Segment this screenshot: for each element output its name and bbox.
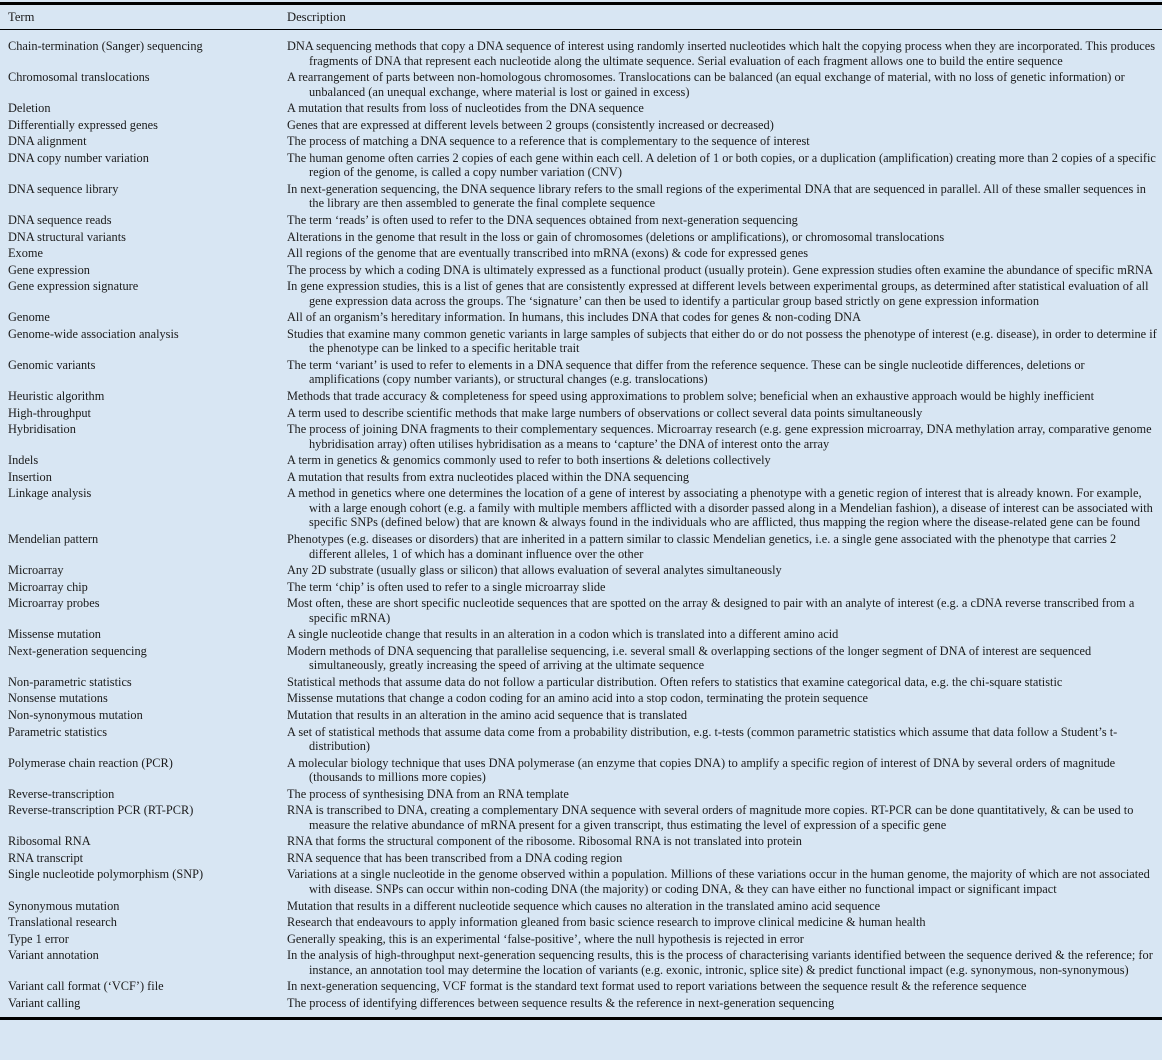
term-cell: Synonymous mutation	[8, 898, 120, 913]
table-row	[0, 978, 1162, 995]
table-row	[0, 229, 1162, 246]
description-cell: Methods that trade accuracy & completeness for speed using approximations to problem solve; beneficial when an exhaustive approach would be highly inefficient	[287, 389, 1095, 404]
term-cell: Non-synonymous mutation	[8, 707, 143, 722]
table-row	[0, 562, 1162, 579]
term-cell: Chromosomal translocations	[8, 70, 150, 85]
description-cell: The process of matching a DNA sequence to a reference that is complementary to the sequence of interest	[287, 134, 810, 149]
description-cell: Modern methods of DNA sequencing that parallelise sequencing, i.e. several small & overlapping sections of the longer segment of DNA of interest are sequenced simultaneously, greatly increasing the speed of arriving at the ultimate sequence	[287, 643, 1092, 673]
table-row	[0, 690, 1162, 707]
term-cell: Non-parametric statistics	[8, 674, 132, 689]
table-row	[0, 786, 1162, 803]
description-cell: The process by which a coding DNA is ultimately expressed as a functional product (usually protein). Gene expression studies often examine the abundance of specific mRNA	[287, 262, 1153, 277]
description-cell: Mutation that results in a different nucleotide sequence which causes no alteration in the translated amino acid sequence	[287, 898, 881, 913]
description-cell: The process of synthesising DNA from an RNA template	[287, 786, 569, 801]
term-cell: DNA alignment	[8, 134, 87, 149]
description-cell: A molecular biology technique that uses DNA polymerase (an enzyme that copies DNA) to amplify a specific region of interest of DNA by several orders of magnitude (thousands to millions more copies)	[287, 755, 1116, 785]
term-cell: DNA structural variants	[8, 229, 126, 244]
description-cell: RNA is transcribed to DNA, creating a complementary DNA sequence with several orders of magnitude more copies. RT-PCR can be done quantitatively, & can be used to measure the relative abundance of mRNA present for a given transcript, thus estimating the level of expression of a specific gene	[287, 803, 1134, 832]
description-cell: The process of joining DNA fragments to their complementary sequences. Microarray research (e.g. gene expression microarray, DNA methylation array, comparative genome hybridisation array) often utilises hybridisation as a means to ‘capture’ the DNA of interest onto the array	[287, 422, 1152, 451]
description-cell: All regions of the genome that are eventually transcribed into mRNA (exons) & code for expressed genes	[287, 246, 809, 261]
table-row	[0, 309, 1162, 326]
table-row	[0, 626, 1162, 643]
term-cell: Deletion	[8, 101, 51, 116]
description-cell: The term ‘variant’ is used to refer to elements in a DNA sequence that differ from the reference sequence. These can be single nucleotide differences, deletions or amplifications (copy number variants), or structural changes (e.g. translocations)	[287, 357, 1085, 387]
term-cell: High-throughput	[8, 405, 91, 420]
table-row	[0, 802, 1162, 833]
term-cell: DNA copy number variation	[8, 150, 149, 165]
description-cell: A term in genetics & genomics commonly used to refer to both insertions & deletions collectively	[287, 453, 771, 468]
term-cell: Next-generation sequencing	[8, 643, 147, 658]
table-row	[0, 181, 1162, 212]
description-cell: Most often, these are short specific nucleotide sequences that are spotted on the array & designed to pair with an analyte of interest (e.g. a cDNA reverse transcribed from a specific mRNA)	[287, 596, 1135, 625]
description-cell: A term used to describe scientific methods that make large numbers of observations or collect several data points simultaneously	[287, 405, 923, 420]
term-cell: Hybridisation	[8, 422, 76, 437]
table-row	[0, 388, 1162, 405]
description-cell: The human genome often carries 2 copies of each gene within each cell. A deletion of 1 or both copies, or a duplication (amplification) creating more than 2 copies of a specific region of the genome, is called a copy number variation (CNV)	[287, 150, 1156, 180]
table-row	[0, 357, 1162, 388]
table-row	[0, 595, 1162, 626]
table-row	[0, 133, 1162, 150]
table-row	[0, 643, 1162, 674]
table-row	[0, 485, 1162, 531]
term-cell: Single nucleotide polymorphism (SNP)	[8, 867, 204, 882]
table-row	[0, 69, 1162, 100]
term-cell: Variant annotation	[8, 948, 99, 963]
term-cell: Missense mutation	[8, 627, 101, 642]
term-cell: Reverse-transcription	[8, 786, 115, 801]
term-cell: Type 1 error	[8, 931, 69, 946]
description-cell: A single nucleotide change that results in an alteration in a codon which is translated into a different amino acid	[287, 627, 839, 642]
description-cell: All of an organism’s hereditary information. In humans, this includes DNA that codes for genes & non-coding DNA	[287, 310, 861, 325]
term-cell: Parametric statistics	[8, 724, 108, 739]
table-row	[0, 245, 1162, 262]
term-cell: Heuristic algorithm	[8, 389, 105, 404]
table-row	[0, 30, 1162, 70]
table-row	[0, 947, 1162, 978]
term-cell: Differentially expressed genes	[8, 117, 158, 132]
column-header-description: Description	[287, 10, 346, 24]
table-row	[0, 579, 1162, 596]
term-cell: Reverse-transcription PCR (RT-PCR)	[8, 803, 194, 818]
description-cell: In gene expression studies, this is a list of genes that are consistently expressed at different levels between experimental groups, as determined after statistical evaluation of all gene expression data across the groups. The ‘signature’ can then be used to identify a particular group based strictly on gene expression information	[287, 279, 1149, 308]
description-cell: Any 2D substrate (usually glass or silicon) that allows evaluation of several analytes simultaneously	[287, 563, 782, 578]
description-cell: Variations at a single nucleotide in the genome observed within a population. Millions of these variations occur in the human genome, the majority of which are not associated with disease. SNPs can occur within non-coding DNA (the majority) or coding DNA, & they can have either no functional impact or significant impact	[287, 867, 1150, 896]
table-row	[0, 724, 1162, 755]
description-cell: In next-generation sequencing, the DNA sequence library refers to the small regions of the experimental DNA that are sequenced in parallel. All of these smaller sequences in the library are then assembled to generate the final complete sequence	[287, 181, 1146, 211]
table-row	[0, 212, 1162, 229]
term-cell: DNA sequence library	[8, 181, 119, 196]
description-cell: A set of statistical methods that assume data come from a probability distribution, e.g. t-tests (common parametric statistics which assume that data follow a Student’s t-distribution)	[287, 724, 1118, 754]
description-cell: Missense mutations that change a codon coding for an amino acid into a stop codon, terminating the protein sequence	[287, 691, 869, 706]
description-cell: DNA sequencing methods that copy a DNA sequence of interest using randomly inserted nucleotides which halt the copying process when they are incorporated. This produces fragments of DNA that represent each nucleotide along the ultimate sequence. Serial evaluation of each fragment allows one to build the entire sequence	[287, 39, 1156, 68]
table-row	[0, 866, 1162, 897]
term-cell: Gene expression	[8, 262, 90, 277]
description-cell: In the analysis of high-throughput next-generation sequencing results, this is the process of characterising variants identified between the sequence derived & the reference; for instance, an annotation tool may determine the location of variants (e.g. exonic, intronic, splice site) & predict functional impact (e.g. synonymous, non-synonymous)	[287, 948, 1153, 977]
table-row	[0, 326, 1162, 357]
table-row	[0, 898, 1162, 915]
term-cell: Ribosomal RNA	[8, 834, 91, 849]
term-cell: Variant calling	[8, 995, 81, 1010]
term-cell: RNA transcript	[8, 850, 84, 865]
description-cell: Alterations in the genome that result in the loss or gain of chromosomes (deletions or amplifications), or chromosomal translocations	[287, 229, 945, 244]
description-cell: The term ‘chip’ is often used to refer to a single microarray slide	[287, 579, 606, 594]
description-cell: RNA that forms the structural component of the ribosome. Ribosomal RNA is not translated into protein	[287, 834, 802, 849]
description-cell: Generally speaking, this is an experimental ‘false-positive’, where the null hypothesis is rejected in error	[287, 931, 804, 946]
term-cell: Microarray chip	[8, 579, 88, 594]
term-cell: Microarray	[8, 563, 64, 578]
table-row	[0, 850, 1162, 867]
table-row	[0, 995, 1162, 1019]
table-row	[0, 674, 1162, 691]
table-row	[0, 914, 1162, 931]
description-cell: Genes that are expressed at different levels between 2 groups (consistently increased or decreased)	[287, 117, 774, 132]
term-cell: Chain-termination (Sanger) sequencing	[8, 39, 203, 53]
term-cell: Translational research	[8, 915, 117, 930]
table-row	[0, 833, 1162, 850]
table-row	[0, 421, 1162, 452]
table-row	[0, 531, 1162, 562]
table-row	[0, 755, 1162, 786]
term-cell: Polymerase chain reaction (PCR)	[8, 755, 173, 770]
table-row	[0, 405, 1162, 422]
table-row	[0, 262, 1162, 279]
term-cell: Gene expression signature	[8, 279, 139, 294]
glossary-table	[0, 2, 1162, 1020]
description-cell: In next-generation sequencing, VCF format is the standard text format used to report variations between the sequence result & the reference sequence	[287, 979, 1027, 994]
term-cell: Genomic variants	[8, 357, 96, 372]
table-row	[0, 707, 1162, 724]
table-row	[0, 100, 1162, 117]
term-cell: Linkage analysis	[8, 486, 92, 501]
description-cell: A method in genetics where one determines the location of a gene of interest by associating a phenotype with a genetic region of interest that is already known. For example, with a large enough cohort (e.g. a family with multiple members afflicted with a disorder passed along in a Mendelian fashion), a disease of interest can be associated with specific SNPs (defined below) that are known & always found in the individuals who are afflicted, thus mapping the region where the disease-related gene can be found	[287, 486, 1153, 530]
table-row	[0, 278, 1162, 309]
description-cell: Studies that examine many common genetic variants in large samples of subjects that either do or do not possess the phenotype of interest (e.g. disease), in order to determine if the phenotype can be linked to a specific heritable trait	[287, 326, 1157, 356]
description-cell: The process of identifying differences between sequence results & the reference in next-generation sequencing	[287, 995, 835, 1010]
description-cell: Mutation that results in an alteration in the amino acid sequence that is translated	[287, 707, 688, 722]
term-cell: Nonsense mutations	[8, 691, 108, 706]
description-cell: Research that endeavours to apply information gleaned from basic science research to improve clinical medicine & human health	[287, 915, 926, 930]
description-cell: Phenotypes (e.g. diseases or disorders) that are inherited in a pattern similar to classic Mendelian genetics, i.e. a single gene associated with the phenotype that carries 2 different alleles, 1 of which has a dominant influence over the other	[287, 531, 1117, 561]
term-cell: Microarray probes	[8, 596, 100, 611]
term-cell: Indels	[8, 453, 39, 468]
term-cell: Variant call format (‘VCF’) file	[8, 979, 164, 994]
glossary-rows	[0, 30, 1162, 1019]
term-cell: DNA sequence reads	[8, 213, 112, 228]
term-cell: Insertion	[8, 469, 52, 484]
term-cell: Genome	[8, 310, 50, 325]
description-cell: Statistical methods that assume data do not follow a particular distribution. Often refers to statistics that examine categorical data, e.g. the chi-square statistic	[287, 674, 1063, 689]
description-cell: A mutation that results from extra nucleotides placed within the DNA sequencing	[287, 469, 690, 484]
description-cell: A mutation that results from loss of nucleotides from the DNA sequence	[287, 101, 644, 116]
table-row	[0, 452, 1162, 469]
header-row	[0, 4, 1162, 30]
table-row	[0, 117, 1162, 134]
description-cell: RNA sequence that has been transcribed from a DNA coding region	[287, 850, 623, 865]
term-cell: Mendelian pattern	[8, 531, 99, 546]
column-header-term: Term	[8, 10, 35, 24]
description-cell: A rearrangement of parts between non-homologous chromosomes. Translocations can be balanced (an equal exchange of material, with no loss of genetic information) or unbalanced (an unequal exchange, where material is lost or gained in excess)	[287, 70, 1125, 99]
description-cell: The term ‘reads’ is often used to refer to the DNA sequences obtained from next-generation sequencing	[287, 213, 798, 228]
term-cell: Exome	[8, 246, 43, 261]
term-cell: Genome-wide association analysis	[8, 326, 179, 341]
table-row	[0, 931, 1162, 948]
table-row	[0, 150, 1162, 181]
table-row	[0, 469, 1162, 486]
